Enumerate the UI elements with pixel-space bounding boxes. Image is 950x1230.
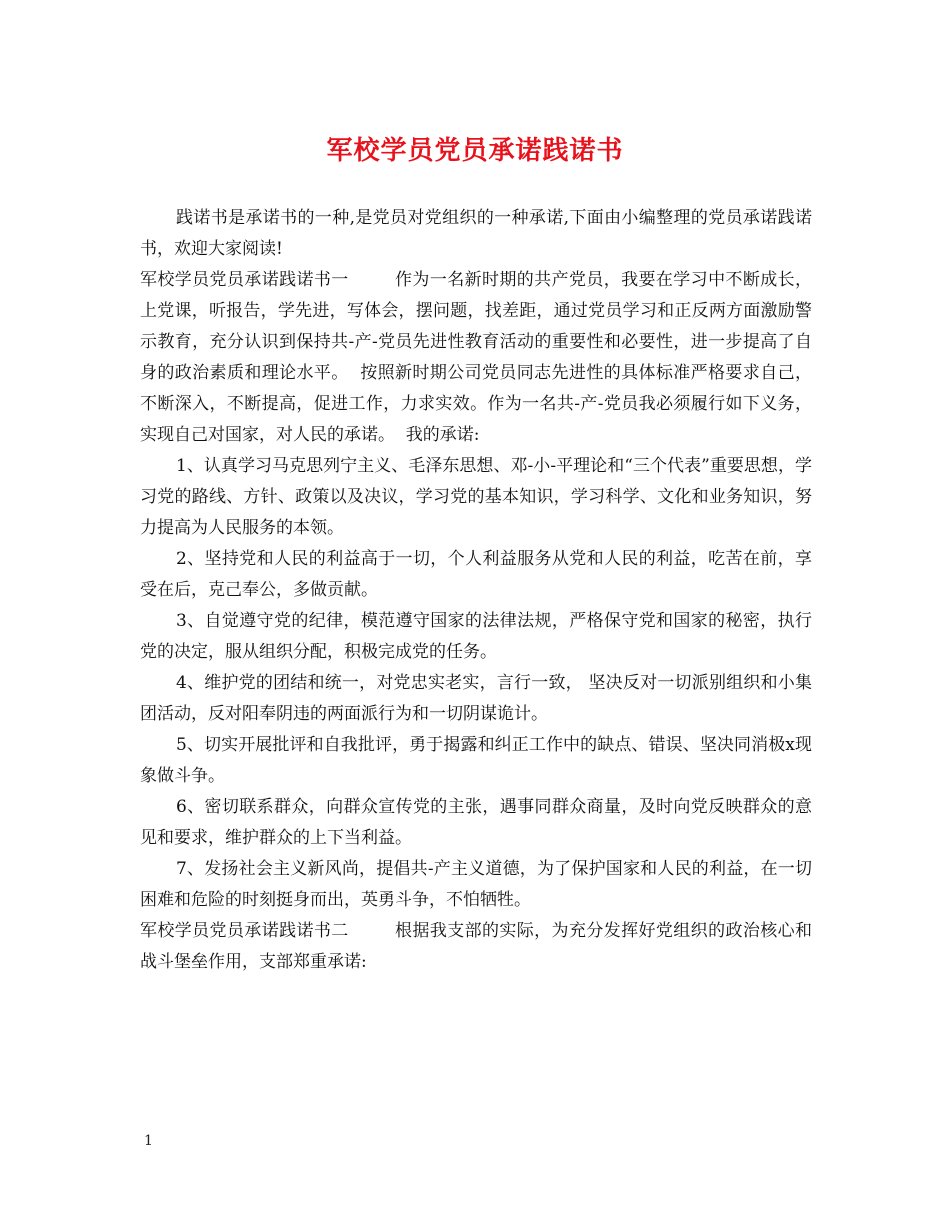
commitment-item-2: 2、坚持党和人民的利益高于一切，个人利益服务从党和人民的利益，吃苦在前，享受在后，克己奉公，多做贡献。 (140, 549, 812, 600)
document-title: 军校学员党员承诺践诺书 (326, 136, 624, 166)
section-1-text: 作为一名新时期的共产党员，我要在学习中不断成长，上党课，听报告，学先进，写体会，摆问题，找差距，通过党员学习和正反两方面激励警示教育，充分认识到保持共-产-党员先进性教育活动的重要性和必要性，进一步提高了自身的政治素质和理论水平。 按照新时期公司党员同志先进性的具体标准严格要求自己，不断深入，不断提高，促进工作，力求实效。作为一名共-产-党员我必须履行如下义务，实现自己对国家，对人民的承诺。 我的承诺: (140, 270, 813, 445)
commitment-item-7: 7、发扬社会主义新风尚，提倡共-产主义道德，为了保护国家和人民的利益，在一切困难和危险的时刻挺身而出，英勇斗争，不怕牺牲。 (140, 859, 812, 910)
section-1-heading: 军校学员党员承诺践诺书一 (140, 270, 349, 290)
page-number: 1 (144, 1133, 153, 1149)
section-2-text: 根据我支部的实际，为充分发挥好党组织的政治核心和战斗堡垒作用，支部郑重承诺: (140, 921, 813, 972)
intro-paragraph: 践诺书是承诺书的一种,是党员对党组织的一种承诺,下面由小编整理的党员承诺践诺书，欢迎大家阅读! (140, 208, 812, 259)
document-body (140, 203, 812, 978)
commitment-item-6: 6、密切联系群众，向群众宣传党的主张，遇事同群众商量，及时向党反映群众的意见和要求，维护群众的上下当利益。 (140, 797, 812, 848)
commitment-item-1: 1、认真学习马克思列宁主义、毛泽东思想、邓-小-平理论和“三个代表”重要思想，学习党的路线、方针、政策以及决议，学习党的基本知识，学习科学、文化和业务知识，努力提高为人民服务的本领。 (140, 456, 812, 538)
commitment-item-5: 5、切实开展批评和自我批评，勇于揭露和纠正工作中的缺点、错误、坚决同消极x现象做斗争。 (140, 735, 812, 786)
commitment-item-3: 3、自觉遵守党的纪律，模范遵守国家的法律法规，严格保守党和国家的秘密，执行党的决定，服从组织分配，积极完成党的任务。 (140, 611, 812, 662)
commitment-item-4: 4、维护党的团结和统一，对党忠实老实，言行一致， 坚决反对一切派别组织和小集团活动，反对阳奉阴违的两面派行为和一切阴谋诡计。 (140, 673, 812, 724)
section-2-heading: 军校学员党员承诺践诺书二 (140, 921, 349, 941)
section-1-paragraph (140, 265, 812, 451)
section-2-paragraph (140, 916, 812, 978)
